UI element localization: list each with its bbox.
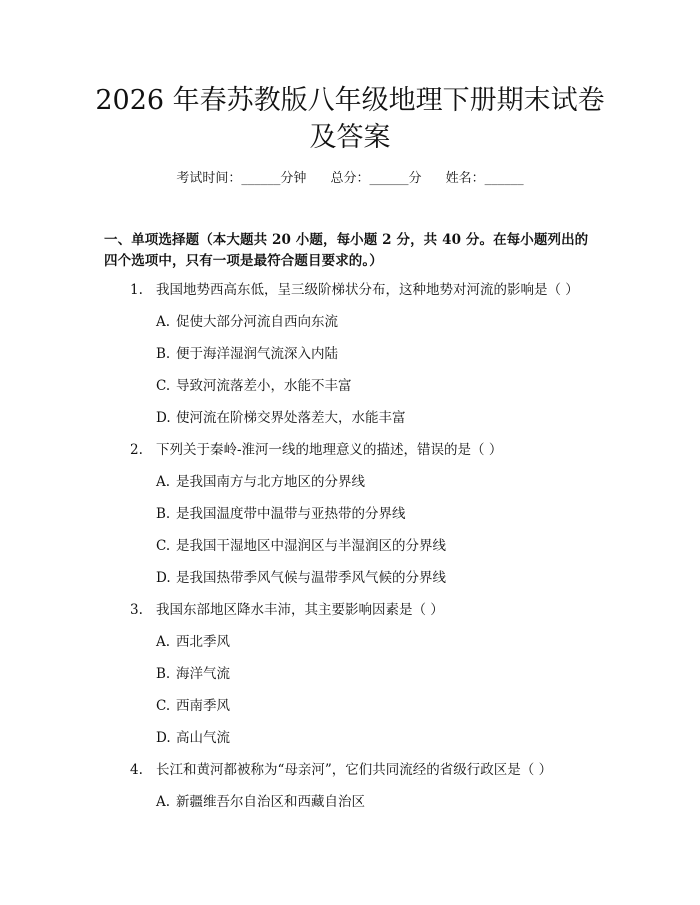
question-1-option-c [156, 377, 352, 395]
question-2-option-b [156, 505, 406, 523]
option-text: 西北季风 [176, 634, 230, 650]
exam-info-line [0, 170, 700, 188]
option-text: 是我国干湿地区中湿润区与半湿润区的分界线 [176, 538, 446, 554]
question-3-option-a [156, 633, 230, 651]
option-letter: A. [156, 314, 171, 330]
option-letter: A. [156, 794, 171, 810]
option-letter: B. [156, 666, 171, 682]
option-text: 导致河流落差小，水能不丰富 [176, 378, 352, 394]
question-2-option-a [156, 473, 365, 491]
section-heading: 一、单项选择题（本大题共 20 小题，每小题 2 分，共 40 分。在每小题列出的四个选项中，只有一项是最符合题目要求的。） [104, 232, 589, 269]
question-1-option-d [156, 409, 406, 427]
option-text: 使河流在阶梯交界处落差大，水能丰富 [176, 410, 406, 426]
option-text: 是我国温度带中温带与亚热带的分界线 [176, 506, 406, 522]
option-text: 新疆维吾尔自治区和西藏自治区 [176, 794, 365, 810]
question-number: 3. [130, 602, 143, 618]
question-4 [130, 761, 552, 779]
page-title: 2026 年春苏教版八年级地理下册期末试卷及答案 [95, 85, 605, 153]
option-letter: D. [156, 570, 171, 586]
question-2-option-d [156, 569, 446, 587]
option-letter: A. [156, 634, 171, 650]
question-1-option-b [156, 345, 338, 363]
exam-time-field: 考试时间：______分钟 [176, 171, 307, 186]
question-1-option-a [156, 313, 338, 331]
option-text: 高山气流 [176, 730, 230, 746]
option-letter: D. [156, 410, 171, 426]
option-text: 西南季风 [176, 698, 230, 714]
question-3-option-d [156, 729, 230, 747]
question-number: 4. [130, 762, 143, 778]
option-text: 海洋气流 [176, 666, 230, 682]
question-stem: 长江和黄河都被称为“母亲河”，它们共同流经的省级行政区是（ ） [156, 762, 553, 778]
question-stem: 下列关于秦岭-淮河一线的地理意义的描述，错误的是（ ） [156, 442, 503, 458]
question-1 [130, 281, 579, 299]
question-number: 1. [130, 282, 143, 298]
question-4-option-a [156, 793, 365, 811]
option-letter: A. [156, 474, 171, 490]
option-text: 促使大部分河流自西向东流 [176, 314, 338, 330]
question-3-option-b [156, 665, 230, 683]
option-letter: C. [156, 698, 171, 714]
student-name-field: 姓名：______ [445, 171, 524, 186]
question-2-option-c [156, 537, 446, 555]
option-letter: C. [156, 538, 171, 554]
question-2 [130, 441, 502, 459]
total-score-field: 总分：______分 [330, 171, 422, 186]
question-3-option-c [156, 697, 230, 715]
option-text: 是我国南方与北方地区的分界线 [176, 474, 365, 490]
option-text: 是我国热带季风气候与温带季风气候的分界线 [176, 570, 446, 586]
question-stem: 我国地势西高东低，呈三级阶梯状分布，这种地势对河流的影响是（ ） [156, 282, 579, 298]
option-letter: B. [156, 346, 171, 362]
option-text: 便于海洋湿润气流深入内陆 [176, 346, 338, 362]
option-letter: C. [156, 378, 171, 394]
question-3 [130, 601, 444, 619]
option-letter: B. [156, 506, 171, 522]
question-number: 2. [130, 442, 143, 458]
question-stem: 我国东部地区降水丰沛，其主要影响因素是（ ） [156, 602, 444, 618]
option-letter: D. [156, 730, 171, 746]
